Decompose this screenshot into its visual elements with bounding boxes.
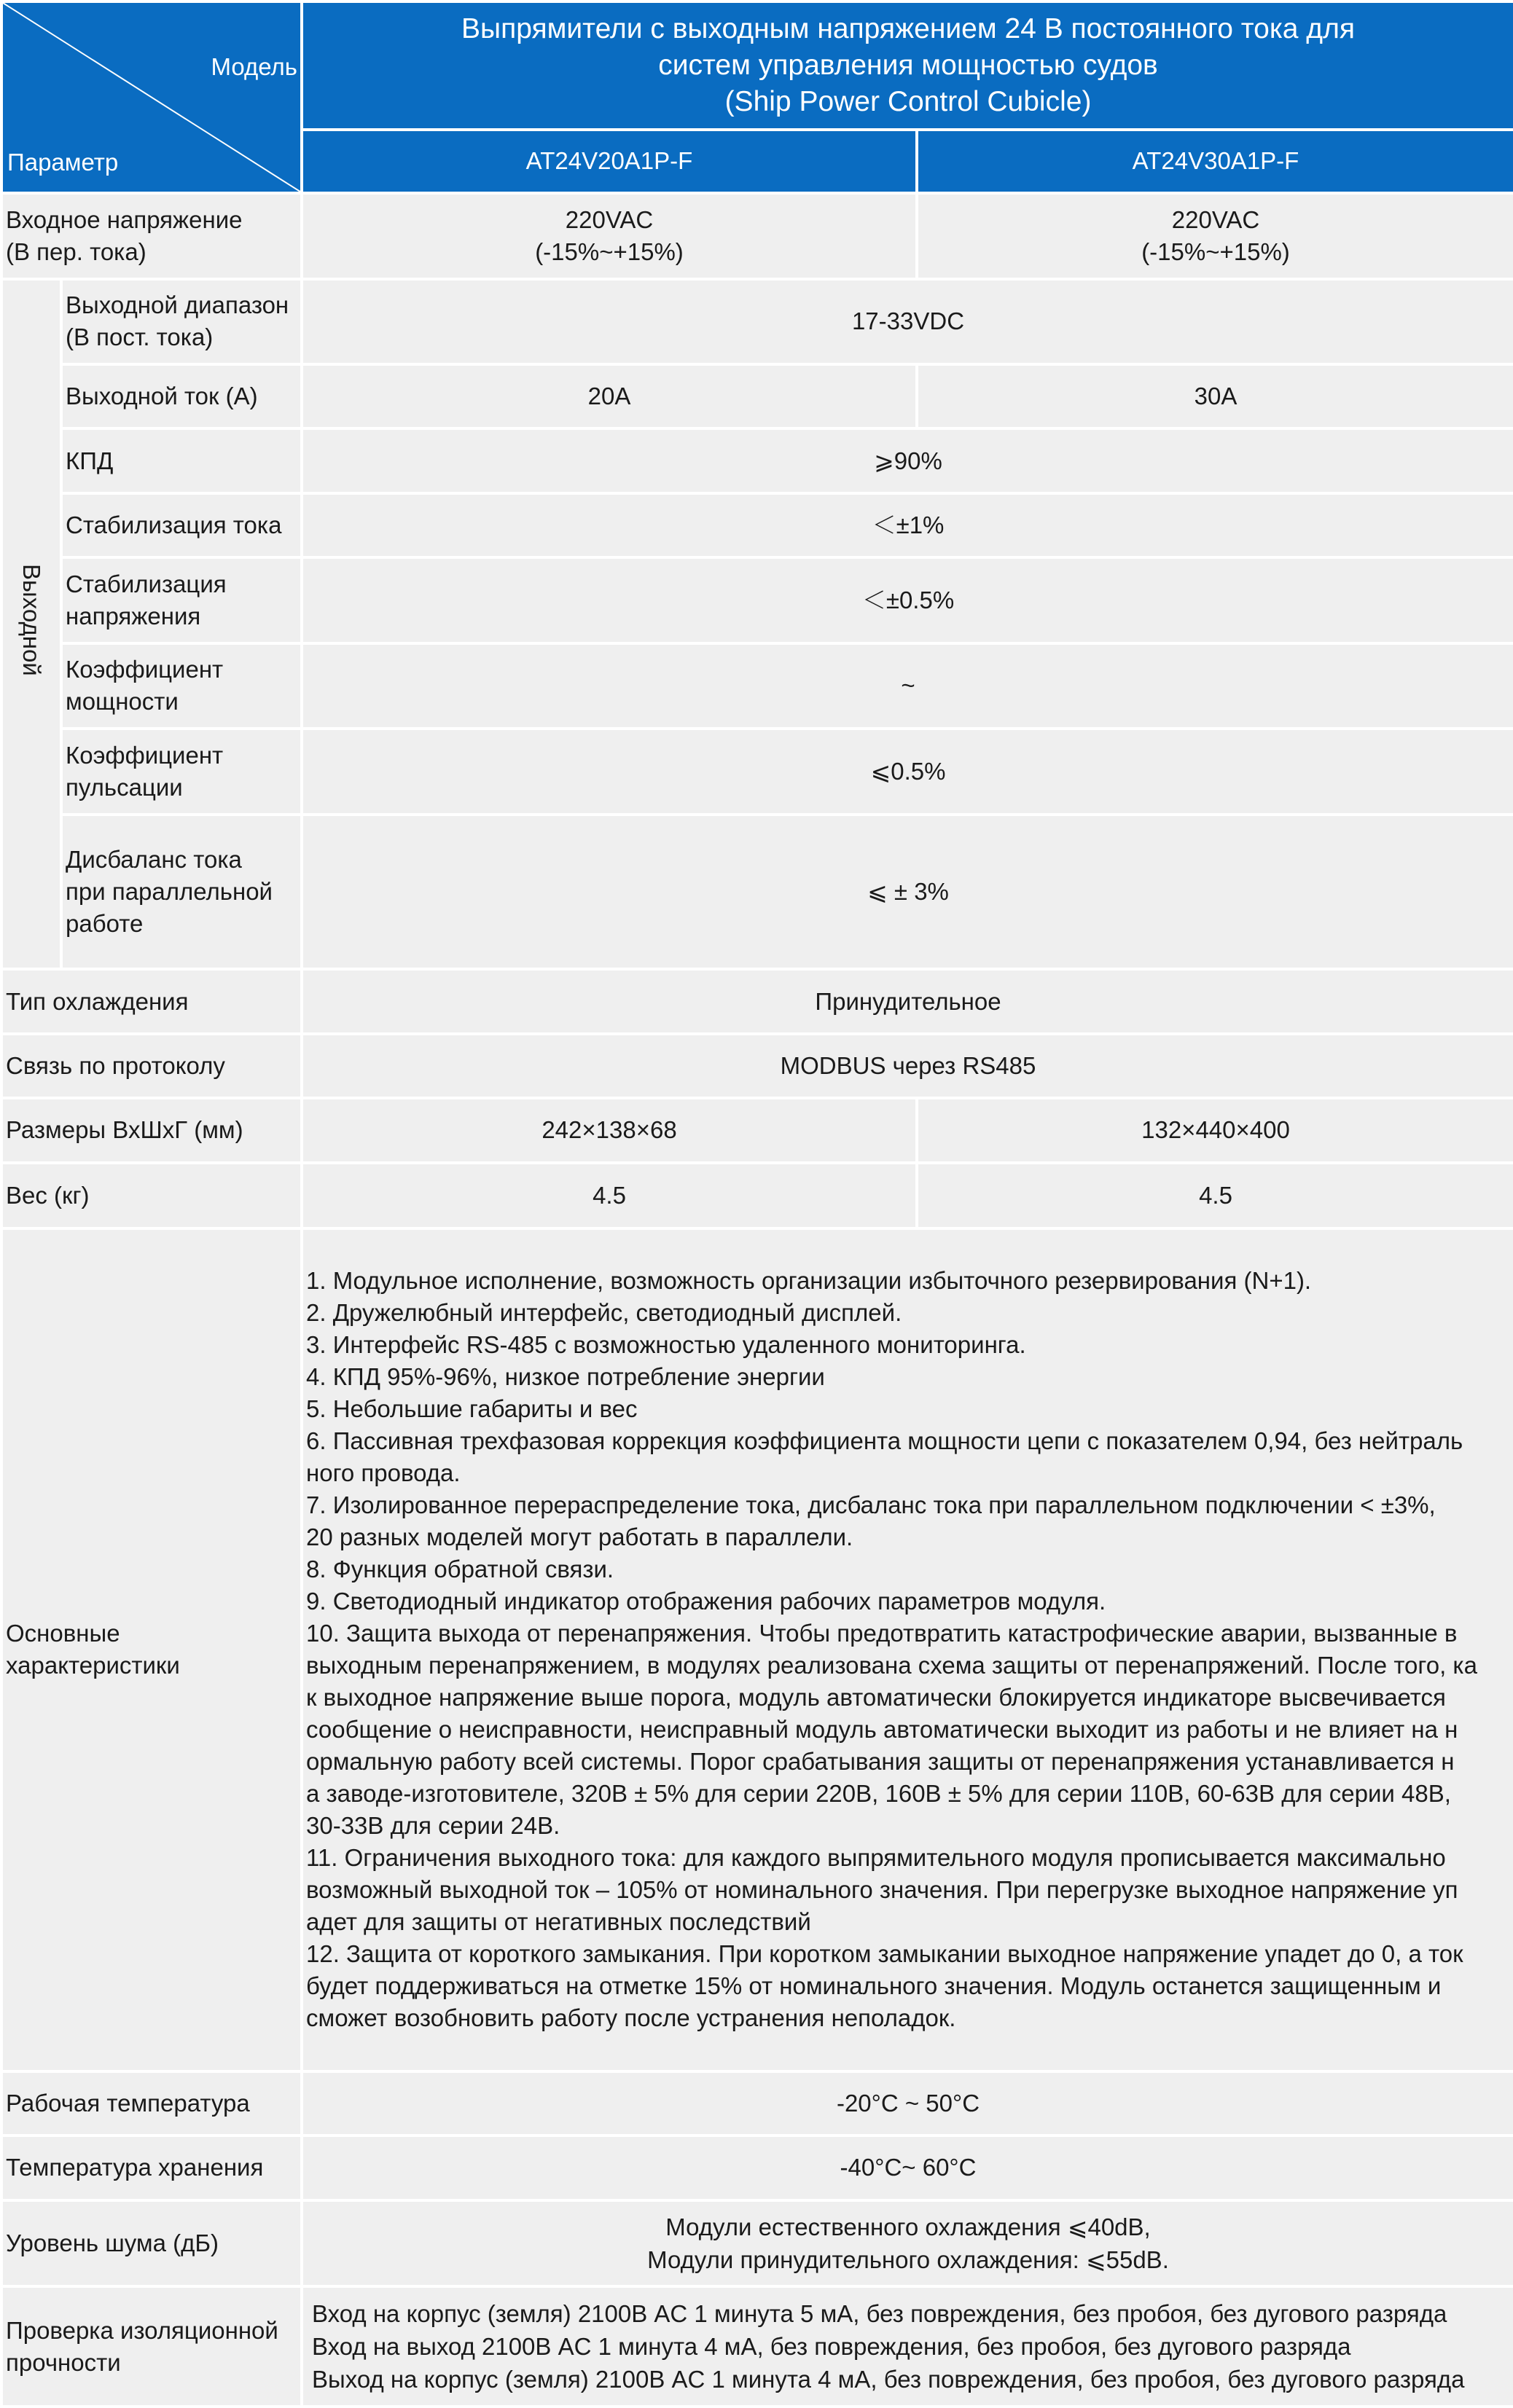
storage-temperature-value: -40°C~ 60°C bbox=[302, 2136, 1513, 2200]
features-label: Основные характеристики bbox=[1, 1228, 302, 2071]
feature-line: возможный выходной ток – 105% от номинального значения. При перегрузке выходное напряжение уп bbox=[306, 1876, 1458, 1904]
efficiency-row bbox=[1, 428, 1513, 493]
operating-temperature-label: Рабочая температура bbox=[1, 2071, 302, 2136]
output-group-label: Выходной bbox=[1, 279, 61, 970]
feature-line: 11. Ограничения выходного тока: для каждого выпрямительного модуля прописывается максимально bbox=[306, 1844, 1446, 1872]
feature-line: 1. Модульное исполнение, возможность организации избыточного резервирования (N+1). bbox=[306, 1267, 1312, 1295]
ripple-row bbox=[1, 729, 1513, 814]
feature-line: 8. Функция обратной связи. bbox=[306, 1556, 614, 1583]
input-voltage-value-1: 220VAC (-15%~+15%) bbox=[302, 193, 917, 278]
feature-line: адет для защиты от негативных последствий bbox=[306, 1908, 811, 1936]
header-row bbox=[1, 1, 1513, 130]
insulation-value: Вход на корпус (земля) 2100В AC 1 минута 5 мА, без повреждения, без пробоя, без дугового разряда Вход на выход 2100В AC 1 минута 4 мА, без повреждения, без пробоя, без дугового разряда Выход на корпус (земля) 2100В AC 1 минута 4 мА, без повреждения, без пробоя, без дугового разряда bbox=[302, 2286, 1513, 2407]
model-name-1: AT24V20A1P-F bbox=[302, 130, 917, 193]
noise-label: Уровень шума (дБ) bbox=[1, 2200, 302, 2287]
features-row bbox=[1, 1228, 1513, 2071]
output-current-value-1: 20A bbox=[302, 364, 917, 428]
insulation-label: Проверка изоляционной прочности bbox=[1, 2286, 302, 2407]
cooling-value: Принудительное bbox=[302, 969, 1513, 1033]
cooling-label: Тип охлаждения bbox=[1, 969, 302, 1033]
storage-temperature-row bbox=[1, 2136, 1513, 2200]
protocol-row bbox=[1, 1034, 1513, 1098]
feature-line: 9. Светодиодный индикатор отображения рабочих параметров модуля. bbox=[306, 1588, 1106, 1615]
table-title: Выпрямители с выходным напряжением 24 В постоянного тока для систем управления мощностью судов (Ship Power Control Cubicle) bbox=[302, 1, 1513, 130]
feature-line: сможет возобновить работу после устранения неполадок. bbox=[306, 2004, 956, 2032]
dimensions-value-1: 242×138×68 bbox=[302, 1098, 917, 1162]
feature-line: к выходное напряжение выше порога, модуль автоматически блокируется индикаторе высвечивается bbox=[306, 1684, 1446, 1711]
feature-line: будет поддерживаться на отметке 15% от номинального значения. Модуль останется защищенным и bbox=[306, 1972, 1442, 2000]
feature-line: 12. Защита от короткого замыкания. При коротком замыкании выходное напряжение упадет до 0, а ток bbox=[306, 1940, 1463, 1968]
feature-line: ного провода. bbox=[306, 1459, 461, 1487]
storage-temperature-label: Температура хранения bbox=[1, 2136, 302, 2200]
parameter-header-label: Параметр bbox=[7, 149, 119, 176]
output-range-label: Выходной диапазон (В пост. тока) bbox=[61, 279, 302, 364]
cooling-row bbox=[1, 969, 1513, 1033]
weight-row bbox=[1, 1163, 1513, 1228]
model-header-label: Модель bbox=[211, 53, 297, 80]
input-voltage-row bbox=[1, 193, 1513, 278]
feature-line: выходным перенапряжением, в модулях реализована схема защиты от перенапряжений. После того, ка bbox=[306, 1652, 1477, 1679]
current-stabilization-label: Стабилизация тока bbox=[61, 493, 302, 557]
dimensions-value-2: 132×440×400 bbox=[917, 1098, 1513, 1162]
weight-label: Вес (кг) bbox=[1, 1163, 302, 1228]
current-imbalance-row bbox=[1, 815, 1513, 970]
feature-line: 20 разных моделей могут работать в параллели. bbox=[306, 1523, 853, 1551]
power-factor-value: ~ bbox=[302, 643, 1513, 729]
feature-line: 6. Пассивная трехфазовая коррекция коэффициента мощности цепи с показателем 0,94, без нейтраль bbox=[306, 1427, 1463, 1455]
feature-line: 3. Интерфейс RS-485 с возможностью удаленного мониторинга. bbox=[306, 1331, 1026, 1359]
voltage-stabilization-value: ＜±0.5% bbox=[302, 557, 1513, 643]
feature-line: 4. КПД 95%-96%, низкое потребление энергии bbox=[306, 1363, 825, 1391]
ripple-label: Коэффициент пульсации bbox=[61, 729, 302, 814]
output-current-row bbox=[1, 364, 1513, 428]
model-name-2: AT24V30A1P-F bbox=[917, 130, 1513, 193]
ripple-value: ⩽0.5% bbox=[302, 729, 1513, 814]
dimensions-row bbox=[1, 1098, 1513, 1162]
weight-value-2: 4.5 bbox=[917, 1163, 1513, 1228]
noise-value: Модули естественного охлаждения ⩽40dB, Модули принудительного охлаждения: ⩽55dB. bbox=[302, 2200, 1513, 2287]
power-factor-label: Коэффициент мощности bbox=[61, 643, 302, 729]
voltage-stabilization-row bbox=[1, 557, 1513, 643]
operating-temperature-value: -20°C ~ 50°C bbox=[302, 2071, 1513, 2136]
feature-line: 30-33В для серии 24В. bbox=[306, 1812, 560, 1840]
insulation-row bbox=[1, 2286, 1513, 2407]
dimensions-label: Размеры ВхШхГ (мм) bbox=[1, 1098, 302, 1162]
current-imbalance-value: ⩽ ± 3% bbox=[302, 815, 1513, 970]
header-corner-cell bbox=[1, 1, 302, 193]
feature-line: а заводе-изготовителе, 320В ± 5% для серии 220В, 160В ± 5% для серии 110В, 60-63В для серии 48В, bbox=[306, 1780, 1451, 1808]
protocol-value: MODBUS через RS485 bbox=[302, 1034, 1513, 1098]
efficiency-value: ⩾90% bbox=[302, 428, 1513, 493]
feature-line: 7. Изолированное перераспределение тока, дисбаланс тока при параллельном подключении < ±3%, bbox=[306, 1491, 1436, 1519]
output-current-value-2: 30A bbox=[917, 364, 1513, 428]
voltage-stabilization-label: Стабилизация напряжения bbox=[61, 557, 302, 643]
output-current-label: Выходной ток (A) bbox=[61, 364, 302, 428]
current-stabilization-row bbox=[1, 493, 1513, 557]
power-factor-row bbox=[1, 643, 1513, 729]
feature-line: 5. Небольшие габариты и вес bbox=[306, 1395, 638, 1423]
input-voltage-value-2: 220VAC (-15%~+15%) bbox=[917, 193, 1513, 278]
output-range-row bbox=[1, 279, 1513, 364]
noise-row bbox=[1, 2200, 1513, 2287]
feature-line: ормальную работу всей системы. Порог срабатывания защиты от перенапряжения устанавливается н bbox=[306, 1748, 1455, 1776]
input-voltage-label: Входное напряжение (В пер. тока) bbox=[1, 193, 302, 278]
operating-temperature-row bbox=[1, 2071, 1513, 2136]
current-stabilization-value: ＜±1% bbox=[302, 493, 1513, 557]
feature-line: 10. Защита выхода от перенапряжения. Чтобы предотвратить катастрофические аварии, вызванные в bbox=[306, 1620, 1458, 1647]
features-list bbox=[302, 1228, 1513, 2071]
weight-value-1: 4.5 bbox=[302, 1163, 917, 1228]
output-range-value: 17-33VDC bbox=[302, 279, 1513, 364]
feature-line: сообщение о неисправности, неисправный модуль автоматически выходит из работы и не влияет на н bbox=[306, 1716, 1458, 1744]
efficiency-label: КПД bbox=[61, 428, 302, 493]
current-imbalance-label: Дисбаланс тока при параллельной работе bbox=[61, 815, 302, 970]
protocol-label: Связь по протоколу bbox=[1, 1034, 302, 1098]
feature-line: 2. Дружелюбный интерфейс, светодиодный дисплей. bbox=[306, 1299, 902, 1327]
